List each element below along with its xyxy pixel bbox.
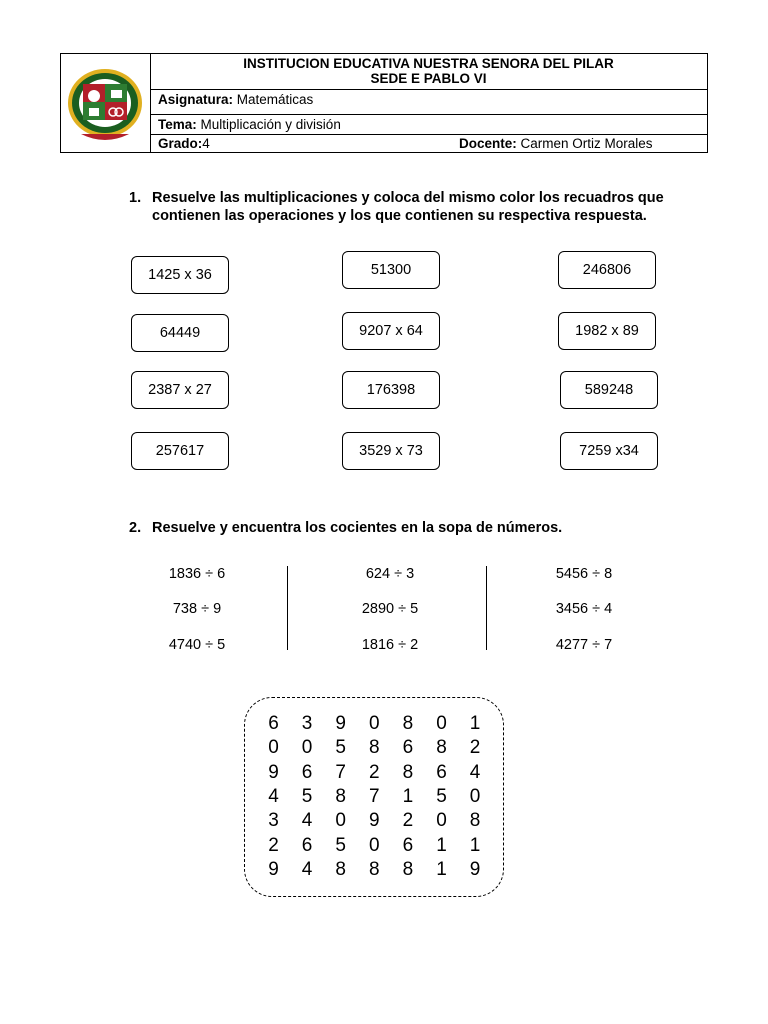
grid-cell: 8 <box>335 858 346 880</box>
grid-cell: 9 <box>268 761 279 783</box>
operation-box: 1425 x 36 <box>131 256 229 294</box>
answer-box: 51300 <box>342 251 440 289</box>
tema-label: Tema: <box>158 117 197 132</box>
operation-box: 7259 x34 <box>560 432 658 470</box>
operation-box: 3529 x 73 <box>342 432 440 470</box>
grado-row <box>150 135 707 152</box>
asignatura-row <box>150 90 707 115</box>
grid-cell: 1 <box>469 713 481 734</box>
docente-label: Docente: <box>459 136 517 151</box>
grid-cell: 2 <box>369 761 380 783</box>
grid-cell: 8 <box>402 858 414 880</box>
operation-box: 2387 x 27 <box>131 371 229 409</box>
grid-cell: 0 <box>369 834 380 856</box>
grid-cell: 9 <box>268 858 279 880</box>
grid-cell: 8 <box>469 810 481 832</box>
tema-value: Multiplicación y división <box>196 117 341 132</box>
division-item: 4740 ÷ 5 <box>168 637 226 653</box>
number-search-grid <box>244 697 504 897</box>
asignatura-value: Matemáticas <box>233 92 314 107</box>
logo-cell <box>61 54 151 152</box>
grid-cell: 1 <box>436 858 447 880</box>
division-item: 1836 ÷ 6 <box>168 566 226 582</box>
title-cell <box>150 54 707 90</box>
grid-cell: 2 <box>268 834 279 856</box>
grid-cell: 3 <box>268 810 279 832</box>
grado-value: 4 <box>202 136 210 151</box>
grid-cell: 1 <box>436 834 447 856</box>
operation-box: 9207 x 64 <box>342 312 440 350</box>
question-1 <box>129 189 669 225</box>
grid-cell: 8 <box>335 785 346 807</box>
grid-cell: 3 <box>301 713 313 734</box>
grado-label: Grado: <box>158 136 203 151</box>
answer-box: 589248 <box>560 371 658 409</box>
grid-cell: 9 <box>369 810 380 832</box>
grid-cell: 0 <box>268 737 279 759</box>
grid-cell: 5 <box>436 785 447 807</box>
answer-box: 176398 <box>342 371 440 409</box>
column-divider <box>287 566 288 650</box>
answer-box: 257617 <box>131 432 229 470</box>
division-item: 2890 ÷ 5 <box>361 601 419 617</box>
grid-cell: 0 <box>301 737 313 759</box>
grid-cell: 0 <box>436 810 447 832</box>
question-2 <box>129 519 562 537</box>
docente-value: Carmen Ortiz Morales <box>516 136 653 151</box>
grid-cell: 2 <box>402 810 414 832</box>
operation-box: 1982 x 89 <box>558 312 656 350</box>
question-1-number: 1. <box>129 190 142 206</box>
grid-cell: 9 <box>469 858 481 880</box>
grid-cell: 8 <box>369 858 380 880</box>
column-divider <box>486 566 487 650</box>
tema-row <box>150 115 707 135</box>
grid-cell: 8 <box>402 713 414 734</box>
division-item: 738 ÷ 9 <box>172 601 222 617</box>
grid-cell: 5 <box>335 834 346 856</box>
header-table <box>60 53 708 153</box>
division-item: 5456 ÷ 8 <box>555 566 613 582</box>
grid-cell: 8 <box>402 761 414 783</box>
school-crest-logo <box>61 54 150 152</box>
grid-cell: 0 <box>469 785 481 807</box>
question-2-number: 2. <box>129 520 142 536</box>
grid-cell: 2 <box>469 737 481 759</box>
answer-box: 64449 <box>131 314 229 352</box>
division-item: 1816 ÷ 2 <box>361 637 419 653</box>
grid-cell: 7 <box>369 785 380 807</box>
grid-cell: 0 <box>369 713 380 734</box>
grid-cell: 6 <box>301 834 313 856</box>
grid-cell: 4 <box>268 785 279 807</box>
docente-field <box>459 135 653 153</box>
grid-cell: 6 <box>402 834 414 856</box>
grid-cell: 0 <box>436 713 447 734</box>
question-2-instruction: Resuelve y encuentra los cocientes en la sopa de números. <box>152 520 563 536</box>
grid-cell: 1 <box>402 785 414 807</box>
grid-cell: 7 <box>335 761 346 783</box>
division-item: 3456 ÷ 4 <box>555 601 613 617</box>
grid-cell: 4 <box>469 761 481 783</box>
grid-cell: 8 <box>369 737 380 759</box>
grid-cell: 4 <box>301 858 313 880</box>
grid-cell: 6 <box>268 713 279 734</box>
question-1-instruction: Resuelve las multiplicaciones y coloca del mismo color los recuadros que contienen las operaciones y los que contienen su respectiva respuesta. <box>152 190 664 224</box>
grid-cell: 6 <box>436 761 447 783</box>
grid-cell: 9 <box>335 713 346 734</box>
grid-cell: 5 <box>335 737 346 759</box>
division-item: 624 ÷ 3 <box>365 566 415 582</box>
division-item: 4277 ÷ 7 <box>555 637 613 653</box>
grid-cell: 1 <box>469 834 481 856</box>
grid-cell: 5 <box>301 785 313 807</box>
grid-cell: 6 <box>402 737 414 759</box>
grid-cell: 0 <box>335 810 346 832</box>
grid-cell: 6 <box>301 761 313 783</box>
grid-cell: 4 <box>301 810 313 832</box>
answer-box: 246806 <box>558 251 656 289</box>
asignatura-label: Asignatura: <box>158 92 234 107</box>
institution-name: INSTITUCION EDUCATIVA NUESTRA SENORA DEL PILAR <box>243 56 614 71</box>
grid-cell: 8 <box>436 737 447 759</box>
sede-name: SEDE E PABLO VI <box>370 71 487 86</box>
